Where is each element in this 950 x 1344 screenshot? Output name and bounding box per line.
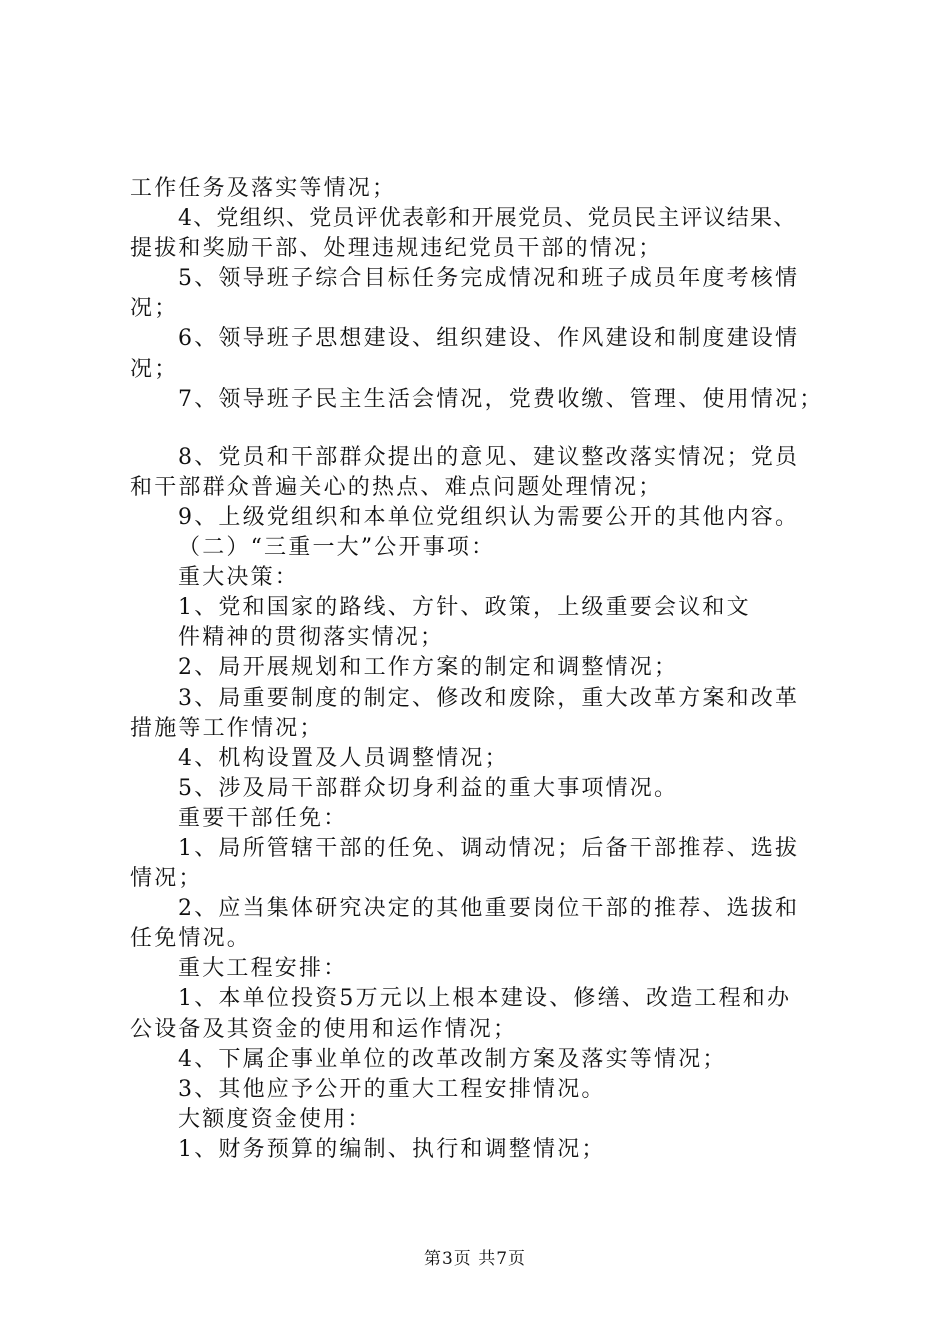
body-line: 任免情况。 xyxy=(130,926,252,952)
body-line: 1、党和国家的路线、方针、政策，上级重要会议和文 xyxy=(178,595,751,621)
body-line: 4、机构设置及人员调整情况； xyxy=(178,745,509,771)
body-line: 况； xyxy=(130,296,179,322)
body-line: 1、财务预算的编制、执行和调整情况； xyxy=(178,1136,606,1162)
body-line: 2、应当集体研究决定的其他重要岗位干部的推荐、选拔和 xyxy=(178,896,800,922)
body-line: 和干部群众普遍关心的热点、难点问题处理情况； xyxy=(130,474,663,500)
body-line: 5、领导班子综合目标任务完成情况和班子成员年度考核情 xyxy=(178,266,800,292)
body-line: 情况； xyxy=(130,866,203,892)
body-line: 况； xyxy=(130,356,179,382)
body-line: 8、党员和干部群众提出的意见、建议整改落实情况；党员 xyxy=(178,444,800,470)
subsection-heading: 重大工程安排： xyxy=(178,956,348,982)
body-line: 公设备及其资金的使用和运作情况； xyxy=(130,1016,518,1042)
body-line: 7、领导班子民主生活会情况，党费收缴、管理、使用情况； xyxy=(178,386,824,412)
body-line: 1、局所管辖干部的任免、调动情况；后备干部推荐、选拔 xyxy=(178,835,800,861)
body-line: 提拔和奖励干部、处理违规违纪党员干部的情况； xyxy=(130,236,663,262)
body-line: 9、上级党组织和本单位党组织认为需要公开的其他内容。 xyxy=(178,504,800,530)
body-line: 6、领导班子思想建设、组织建设、作风建设和制度建设情 xyxy=(178,326,800,352)
body-line: 措施等工作情况； xyxy=(130,715,324,741)
body-line: 3、其他应予公开的重大工程安排情况。 xyxy=(178,1076,606,1102)
body-line: 工作任务及落实等情况； xyxy=(130,176,397,201)
body-line: 件精神的贯彻落实情况； xyxy=(178,625,445,651)
subsection-heading: 重大决策： xyxy=(178,565,300,591)
subsection-heading: 大额度资金使用： xyxy=(178,1106,372,1132)
page-footer: 第3页 共7页 xyxy=(423,1249,527,1269)
body-line: 2、局开展规划和工作方案的制定和调整情况； xyxy=(178,655,679,681)
document-body xyxy=(130,174,850,1165)
section-heading: （二）“三重一大”公开事项： xyxy=(178,535,496,561)
body-line: 1、本单位投资5万元以上根本建设、修缮、改造工程和办 xyxy=(178,986,792,1012)
body-line: 4、下属企事业单位的改革改制方案及落实等情况； xyxy=(178,1046,727,1072)
paragraph-gap xyxy=(130,415,850,443)
body-line: 4、党组织、党员评优表彰和开展党员、党员民主评议结果、 xyxy=(178,206,797,232)
body-line: 3、局重要制度的制定、修改和废除，重大改革方案和改革 xyxy=(178,685,800,711)
subsection-heading: 重要干部任免： xyxy=(178,805,348,831)
body-line: 5、涉及局干部群众切身利益的重大事项情况。 xyxy=(178,775,679,801)
